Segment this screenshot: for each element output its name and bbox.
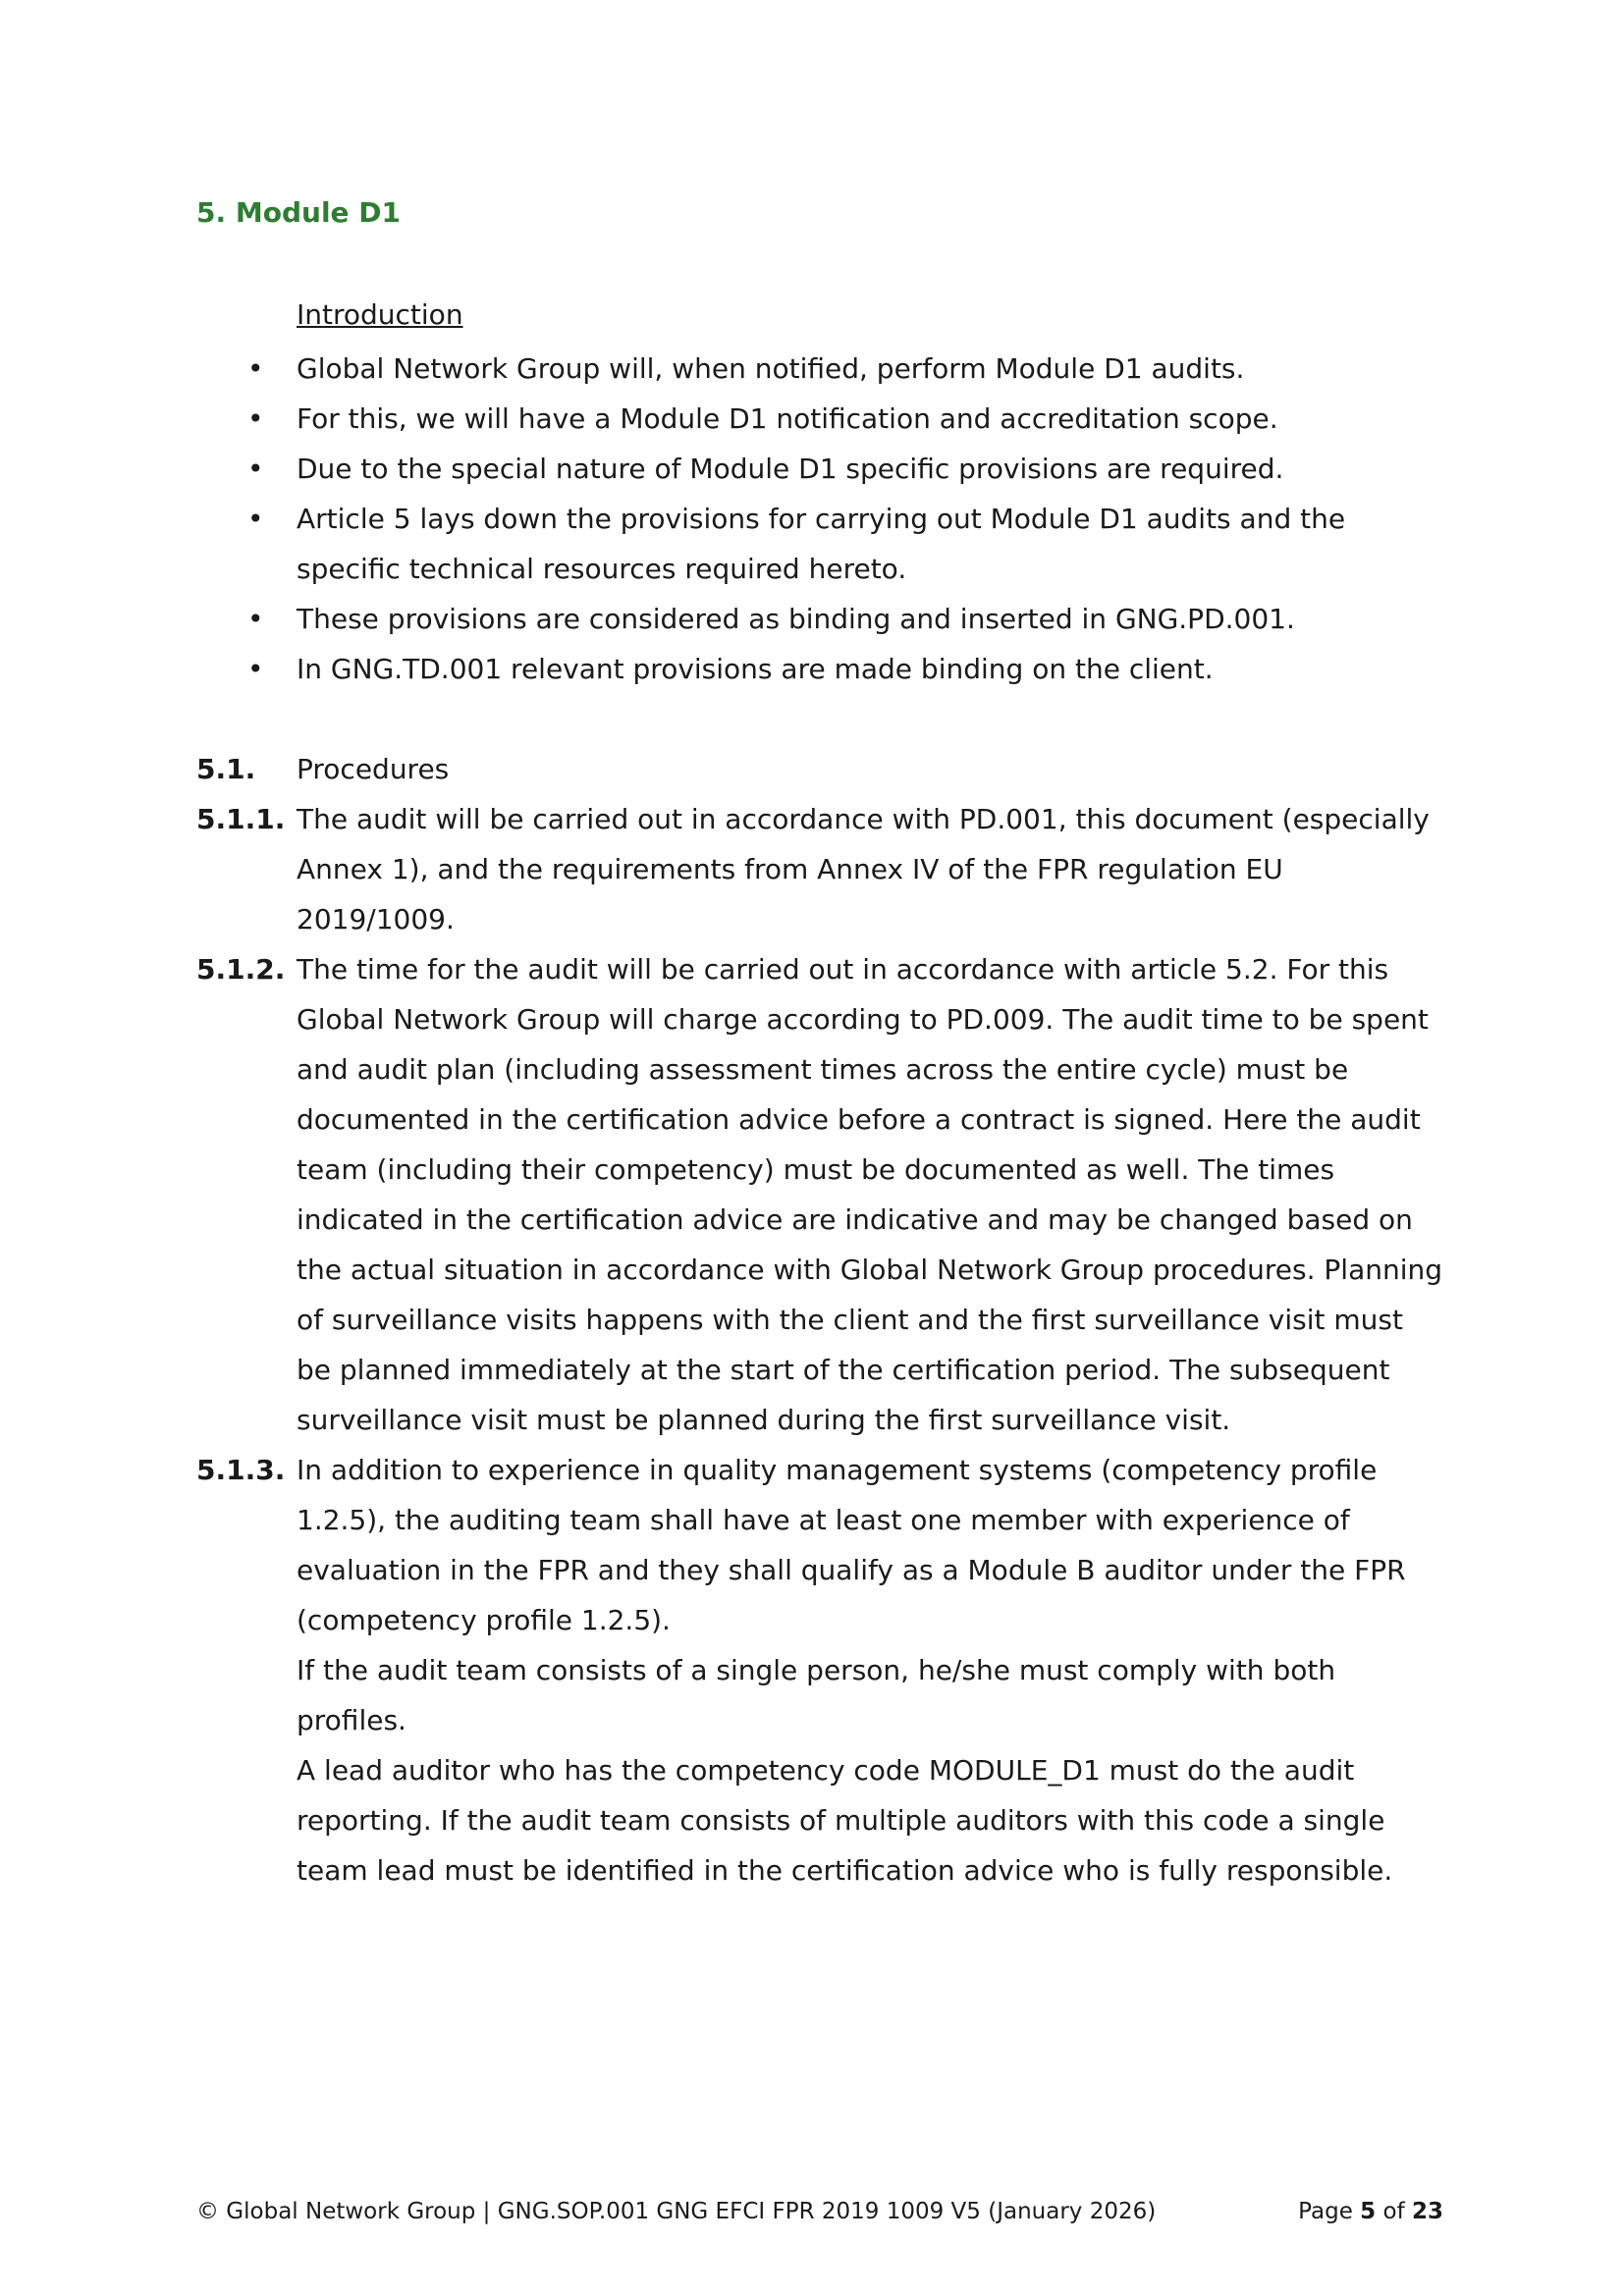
bullet-icon: • (247, 352, 264, 385)
introduction-label: Introduction (297, 298, 463, 331)
clause-number: 5.1.1. (196, 803, 286, 835)
clause-text: In addition to experience in quality management systems (competency profile 1.2.5), the auditing team shall have at least one member with experience of evaluation in the FPR and they shall qualify as a Module B auditor under the FPR (competency profile 1.2.5). (297, 1454, 1406, 1636)
bullet-icon: • (247, 402, 264, 435)
bullet-icon: • (247, 453, 264, 485)
bullet-icon: • (247, 603, 264, 635)
list-item: • Global Network Group will, when notified, perform Module D1 audits. (244, 344, 1441, 394)
clause-number: 5.1.3. (196, 1454, 286, 1486)
procedures-section (196, 744, 1443, 1896)
clause-5-1-2 (196, 944, 1443, 1445)
section-heading: 5. Module D1 (196, 196, 402, 229)
list-item: • Due to the special nature of Module D1 specific provisions are required. (244, 444, 1441, 494)
clause-5-1-3 (196, 1445, 1443, 1645)
clause-paragraph: If the audit team consists of a single person, he/she must comply with both profiles. (297, 1654, 1336, 1736)
section-title: Procedures (297, 753, 450, 785)
footer-copyright: © Global Network Group | GNG.SOP.001 GNG EFCI FPR 2019 1009 V5 (January 2026) (196, 2199, 1157, 2224)
clause-5-1-1 (196, 794, 1443, 944)
introduction-bullet-list (244, 344, 1441, 694)
clause-number: 5.1.2. (196, 953, 286, 986)
list-item: • For this, we will have a Module D1 notification and accreditation scope. (244, 394, 1441, 444)
page-number: Page 5 of 23 (1298, 2199, 1443, 2224)
section-number: 5.1. (196, 753, 256, 785)
list-item: • Article 5 lays down the provisions for carrying out Module D1 audits and the specific technical resources required hereto. (244, 494, 1441, 594)
list-item: • These provisions are considered as binding and inserted in GNG.PD.001. (244, 594, 1441, 644)
bullet-icon: • (247, 503, 264, 535)
clause-text: The audit will be carried out in accordance with PD.001, this document (especially Annex 1), and the requirements from Annex IV of the FPR regulation EU 2019/1009. (297, 803, 1430, 935)
clause-text: The time for the audit will be carried out in accordance with article 5.2. For this Global Network Group will charge according to PD.009. The audit time to be spent and audit plan (including assessment times across the entire cycle) must be documented in the certification advice before a contract is signed. Here the audit team (including their competency) must be documented as well. The times indicated in the certification advice are indicative and may be changed based on the actual situation in accordance with Global Network Group procedures. Planning of surveillance visits happens with the client and the first surveillance visit must be planned immediately at the start of the certification period. The subsequent surveillance visit must be planned during the first surveillance visit. (297, 953, 1443, 1436)
page-footer (196, 2199, 1443, 2224)
subsection-heading (196, 744, 1443, 794)
list-item: • In GNG.TD.001 relevant provisions are made binding on the client. (244, 644, 1441, 694)
clause-paragraph: A lead auditor who has the competency code MODULE_D1 must do the audit reporting. If the audit team consists of multiple auditors with this code a single team lead must be identified in the certification advice who is fully responsible. (297, 1754, 1393, 1887)
bullet-icon: • (247, 653, 264, 685)
